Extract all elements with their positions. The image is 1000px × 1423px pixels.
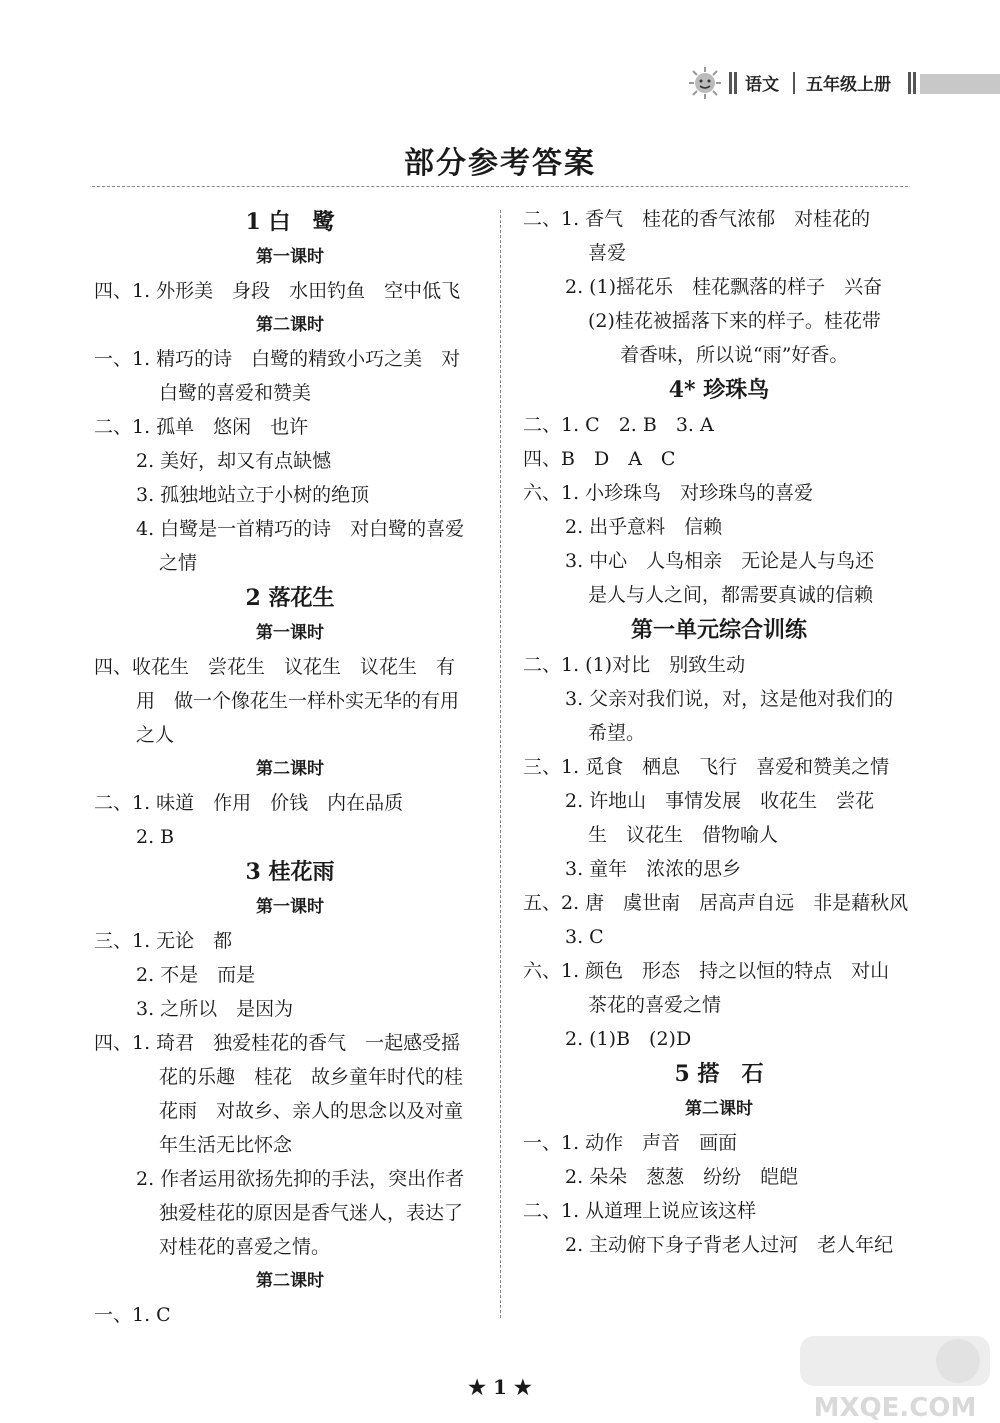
answer-line: 2. 美好，却又有点缺憾 [136, 450, 332, 472]
lesson-title: 2 落花生 [245, 585, 335, 611]
answer-line: 着香味，所以说“雨”好香。 [620, 344, 849, 366]
answer-line: (2)桂花被摇落下来的样子。桂花带 [588, 310, 881, 332]
column-divider [500, 210, 501, 1318]
lesson-period: 第二课时 [256, 759, 324, 779]
answer-line: 四、B D A C [523, 448, 676, 470]
answer-line: 2. 不是 而是 [136, 964, 256, 986]
lesson-title: 1 白 鹭 [245, 209, 335, 235]
answer-line: 3. 中心 人鸟相亲 无论是人与鸟还 [565, 550, 875, 572]
lesson-title: 3 桂花雨 [245, 859, 335, 885]
answer-line: 3. C [565, 926, 604, 948]
lesson-title: 5 搭 石 [674, 1061, 764, 1087]
answer-line: 生 议花生 借物喻人 [588, 824, 779, 846]
answer-line: 2. 许地山 事情发展 收花生 尝花 [565, 790, 875, 812]
subject-label: 语文 [745, 75, 779, 95]
lesson-period: 第二课时 [685, 1099, 753, 1119]
answer-line: 六、1. 小珍珠鸟 对珍珠鸟的喜爱 [523, 482, 814, 504]
lesson-period: 第二课时 [256, 315, 324, 335]
watermark-text: MXQE.COM [813, 1393, 977, 1423]
grade-label: 五年级上册 [806, 75, 891, 95]
answer-line: 四、1. 外形美 身段 水田钓鱼 空中低飞 [94, 280, 461, 302]
lesson-period: 第二课时 [256, 1271, 324, 1291]
answer-line: 一、1. 动作 声音 画面 [523, 1132, 738, 1154]
header-bars [729, 72, 739, 94]
answer-line: 3. 之所以 是因为 [136, 998, 294, 1020]
answer-line: 一、1. 精巧的诗 白鹭的精致小巧之美 对 [94, 348, 461, 370]
lesson-title: 第一单元综合训练 [630, 617, 807, 643]
left-column [94, 204, 486, 1332]
header-gray-bar [920, 74, 1000, 94]
answer-line: 六、1. 颜色 形态 持之以恒的特点 对山 [523, 960, 890, 982]
sun-mascot-icon [688, 66, 722, 100]
answer-line: 4. 白鹭是一首精巧的诗 对白鹭的喜爱 [136, 518, 465, 540]
answer-line: 年生活无比怀念 [159, 1134, 293, 1156]
right-column [523, 202, 915, 1262]
answer-line: 三、1. 无论 都 [94, 930, 233, 952]
answer-line: 二、1. 味道 作用 价钱 内在品质 [94, 792, 404, 814]
page-title: 部分参考答案 [404, 146, 596, 181]
answer-line: 3. 孤独地站立于小树的绝顶 [136, 484, 370, 506]
answer-line: 喜爱 [588, 242, 627, 264]
lesson-period: 第一课时 [256, 247, 324, 267]
page-number-value: 1 [493, 1375, 507, 1399]
lesson-period: 第一课时 [256, 623, 324, 643]
answer-line: 五、2. 唐 虞世南 居高声自远 非是藉秋风 [523, 892, 909, 914]
answer-line: 花雨 对故乡、亲人的思念以及对童 [159, 1100, 464, 1122]
answer-line: 2. (1)B (2)D [565, 1028, 692, 1050]
answer-line: 四、1. 琦君 独爱桂花的香气 一起感受摇 [94, 1032, 461, 1054]
header-bars-right [908, 72, 918, 94]
watermark-logo-icon [790, 1330, 1000, 1423]
lesson-period: 第一课时 [256, 897, 324, 917]
answer-line: 独爱桂花的原因是香气迷人，表达了 [159, 1202, 464, 1224]
lesson-title: 4* 珍珠鸟 [668, 377, 770, 403]
answer-line: 希望。 [588, 722, 646, 744]
answer-line: 二、1. C 2. B 3. A [523, 414, 714, 436]
answer-line: 2. 出乎意料 信赖 [565, 516, 723, 538]
answer-line: 3. 童年 浓浓的思乡 [565, 858, 742, 880]
answer-line: 2. B [136, 826, 175, 848]
answer-line: 花的乐趣 桂花 故乡童年时代的桂 [159, 1066, 464, 1088]
page-number: ★ 1 ★ [468, 1375, 532, 1399]
answer-line: 之人 [136, 724, 175, 746]
answer-line: 2. (1)摇花乐 桂花飘落的样子 兴奋 [565, 276, 883, 298]
answer-line: 三、1. 觅食 栖息 飞行 喜爱和赞美之情 [523, 756, 890, 778]
title-divider [92, 186, 908, 187]
answer-line: 2. 作者运用欲扬先抑的手法，突出作者 [136, 1168, 465, 1190]
page-header [0, 62, 1000, 106]
answer-line: 2. 朵朵 葱葱 纷纷 皑皑 [565, 1166, 799, 1188]
header-separator [793, 72, 795, 94]
answer-line: 是人与人之间，都需要真诚的信赖 [588, 584, 874, 606]
answer-line: 白鹭的喜爱和赞美 [159, 382, 312, 404]
answer-line: 之情 [159, 552, 198, 574]
answer-line: 对桂花的喜爱之情。 [159, 1236, 331, 1258]
answer-line: 二、1. 香气 桂花的香气浓郁 对桂花的 [523, 208, 871, 230]
answer-line: 二、1. (1)对比 别致生动 [523, 654, 746, 676]
answer-line: 3. 父亲对我们说，对，这是他对我们的 [565, 688, 894, 710]
answer-line: 二、1. 孤单 悠闲 也许 [94, 416, 309, 438]
answer-line: 2. 主动俯下身子背老人过河 老人年纪 [565, 1234, 894, 1256]
answer-line: 用 做一个像花生一样朴实无华的有用 [136, 690, 460, 712]
answer-line: 茶花的喜爱之情 [588, 994, 722, 1016]
answer-line: 四、收花生 尝花生 议花生 议花生 有 [94, 656, 456, 678]
answer-line: 一、1. C [94, 1304, 171, 1326]
answer-line: 二、1. 从道理上说应该这样 [523, 1200, 757, 1222]
